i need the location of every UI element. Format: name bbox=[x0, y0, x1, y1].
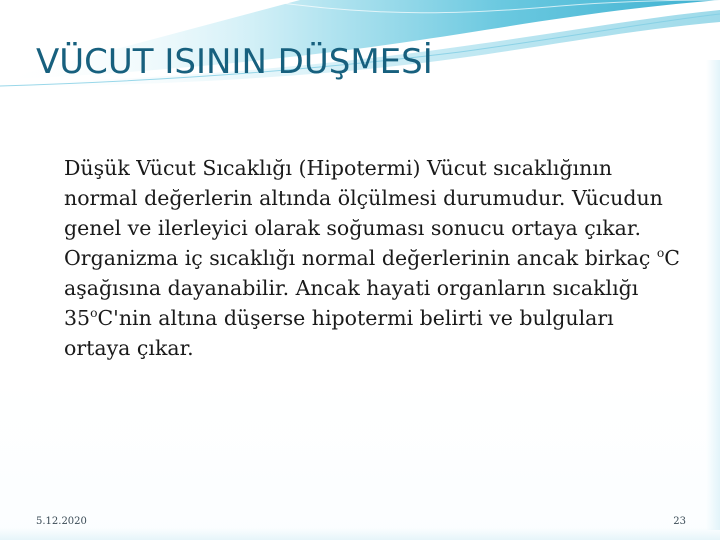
footer-page-number: 23 bbox=[673, 516, 686, 527]
right-edge-shade bbox=[706, 60, 720, 530]
body-text-part-3: C'nin altına düşerse hipotermi belirti ve bulguları ortaya çıkar. bbox=[64, 306, 614, 360]
degree-sign: o bbox=[656, 246, 665, 261]
degree-sign: o bbox=[90, 306, 98, 321]
body-text-part-2: C aşağısına dayanabilir. Ancak hayati organların sıcaklığı 35 bbox=[64, 246, 680, 330]
footer-date: 5.12.2020 bbox=[36, 516, 87, 527]
body-text-part-1: Düşük Vücut Sıcaklığı (Hipotermi) Vücut sıcaklığının normal değerlerin altında ölçülmesi durumudur. Vücudun genel ve ilerleyici olarak soğuması sonucu ortaya çıkar. Organizma iç sıcaklığı normal değerlerinin ancak birkaç bbox=[64, 156, 663, 270]
slide-body-text bbox=[64, 153, 684, 363]
slide-title: VÜCUT ISININ DÜŞMESİ bbox=[36, 42, 433, 82]
bottom-edge-shade bbox=[0, 528, 720, 540]
